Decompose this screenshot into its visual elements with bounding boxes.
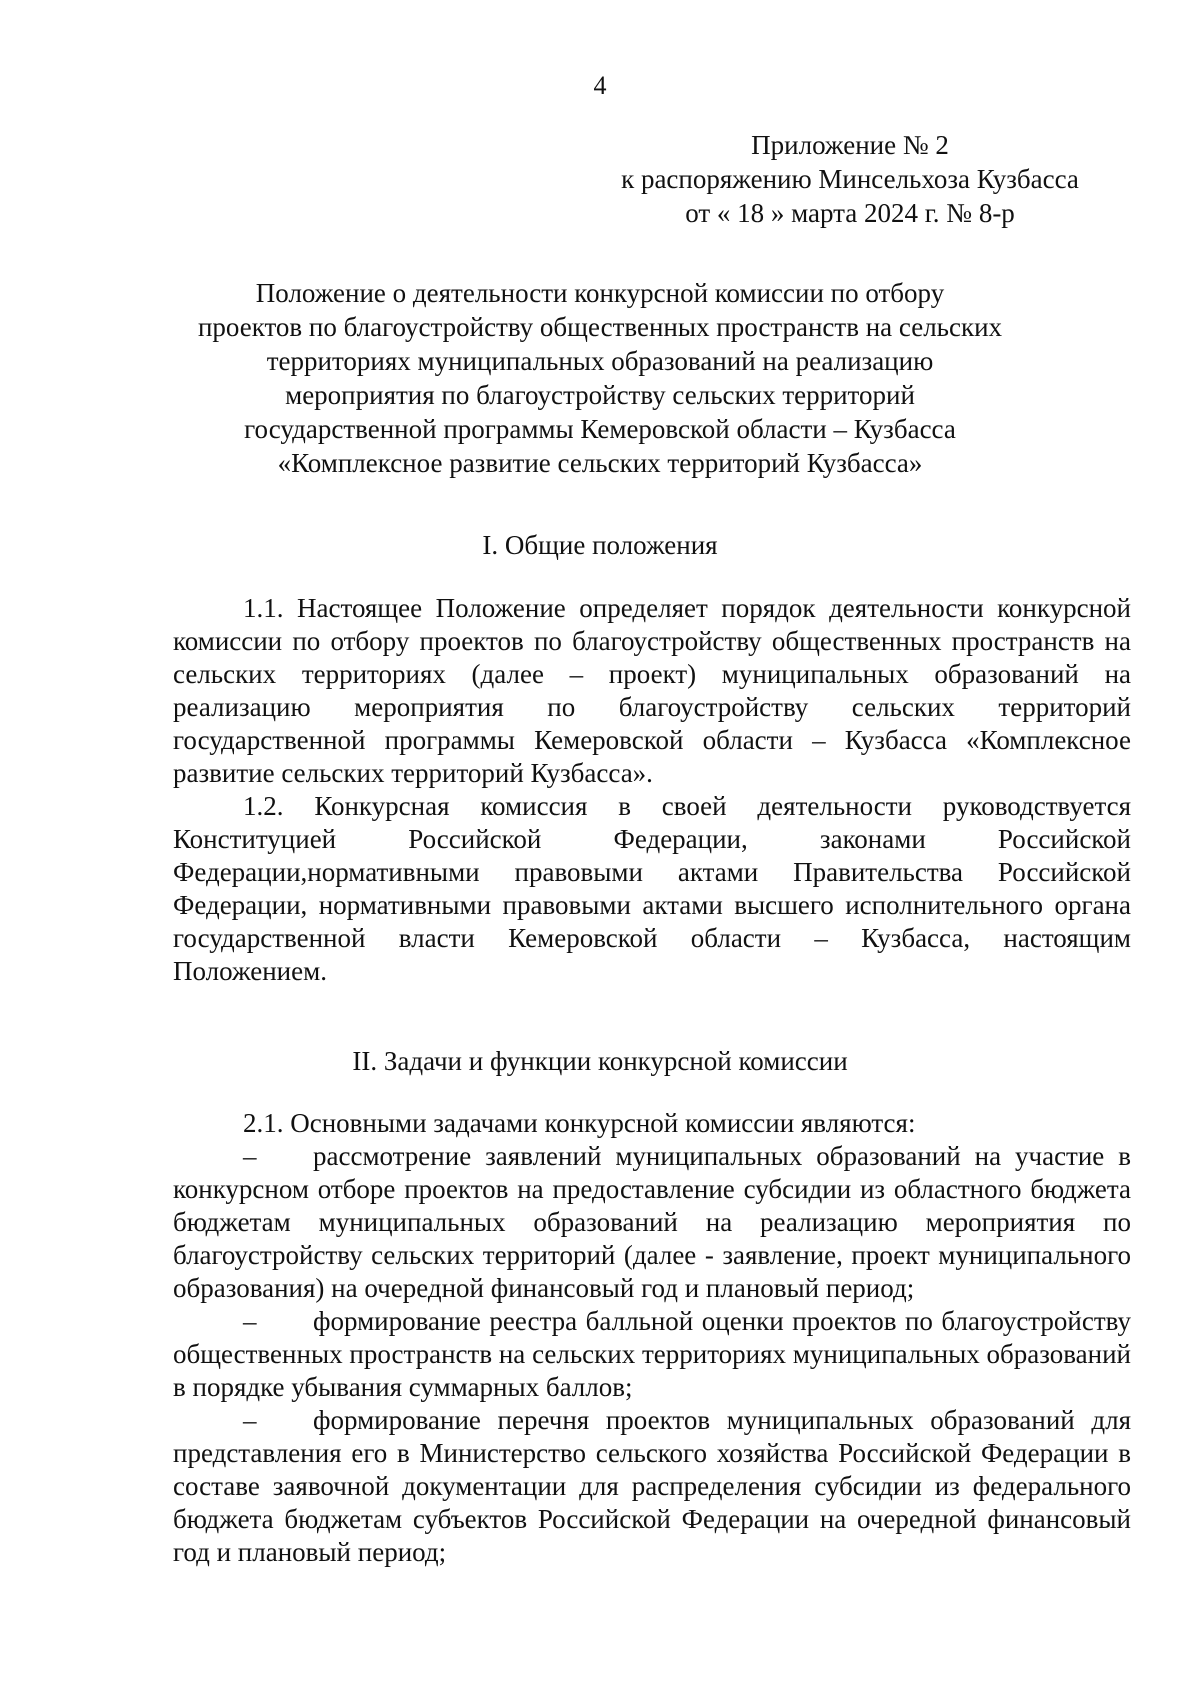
section-1-body bbox=[173, 592, 1131, 988]
title-line: государственной программы Кемеровской области – Кузбасса bbox=[244, 414, 956, 444]
title-line: «Комплексное развитие сельских территорий Кузбасса» bbox=[277, 448, 923, 478]
paragraph-1-1: 1.1. Настоящее Положение определяет порядок деятельности конкурсной комиссии по отбору проектов по благоустройству общественных пространств на сельских территориях (далее – проект) муниципальных образований на реализацию мероприятия по благоустройству сельских территорий государственной программы Кемеровской области – Кузбасса «Комплексное развитие сельских территорий Кузбасса». bbox=[173, 593, 1131, 788]
dash-marker: – bbox=[243, 1405, 257, 1435]
list-item bbox=[173, 1404, 1131, 1569]
title-line: мероприятия по благоустройству сельских территорий bbox=[285, 380, 915, 410]
paragraph-1-2: 1.2. Конкурсная комиссия в своей деятельности руководствуется Конституцией Российской Федерации, законами Российской Федерации,нормативными правовыми актами Правительства Российской Федерации, нормативными правовыми актами высшего исполнительного органа государственной власти Кемеровской области – Кузбасса, настоящим Положением. bbox=[173, 791, 1131, 986]
title-line: территориях муниципальных образований на реализацию bbox=[266, 346, 934, 376]
dash-marker: – bbox=[243, 1306, 257, 1336]
section-1-heading: I. Общие положения bbox=[482, 530, 718, 560]
list-item-text: формирование реестра балльной оценки проектов по благоустройству общественных пространств на сельских территориях муниципальных образований в порядке убывания суммарных баллов; bbox=[173, 1306, 1131, 1402]
list-item-text: формирование перечня проектов муниципальных образований для представления его в Министерство сельского хозяйства Российской Федерации в составе заявочной документации для распределения субсидии из федерального бюджета бюджетам субъектов Российской Федерации на очередной финансовый год и плановый период; bbox=[173, 1405, 1131, 1567]
dash-marker: – bbox=[243, 1141, 257, 1171]
document-title bbox=[170, 276, 1030, 480]
section-2-body bbox=[173, 1107, 1131, 1569]
appendix-order-ref: к распоряжению Минсельхоза Кузбасса bbox=[621, 164, 1079, 194]
appendix-reference bbox=[590, 128, 1110, 230]
paragraph-2-1: 2.1. Основными задачами конкурсной комиссии являются: bbox=[243, 1108, 916, 1138]
title-line: Положение о деятельности конкурсной комиссии по отбору bbox=[255, 278, 945, 308]
appendix-number: Приложение № 2 bbox=[751, 130, 949, 160]
title-line: проектов по благоустройству общественных пространств на сельских bbox=[197, 312, 1003, 342]
page-number: 4 bbox=[593, 71, 607, 100]
list-item bbox=[173, 1305, 1131, 1404]
list-item-text: рассмотрение заявлений муниципальных образований на участие в конкурсном отборе проектов на предоставление субсидии из областного бюджета бюджетам муниципальных образований на реализацию мероприятия по благоустройству сельских территорий (далее - заявление, проект муниципального образования) на очередной финансовый год и плановый период; bbox=[173, 1141, 1131, 1303]
list-item bbox=[173, 1140, 1131, 1305]
appendix-date: от « 18 » марта 2024 г. № 8-р bbox=[685, 198, 1015, 228]
section-2-heading: II. Задачи и функции конкурсной комиссии bbox=[352, 1046, 848, 1076]
